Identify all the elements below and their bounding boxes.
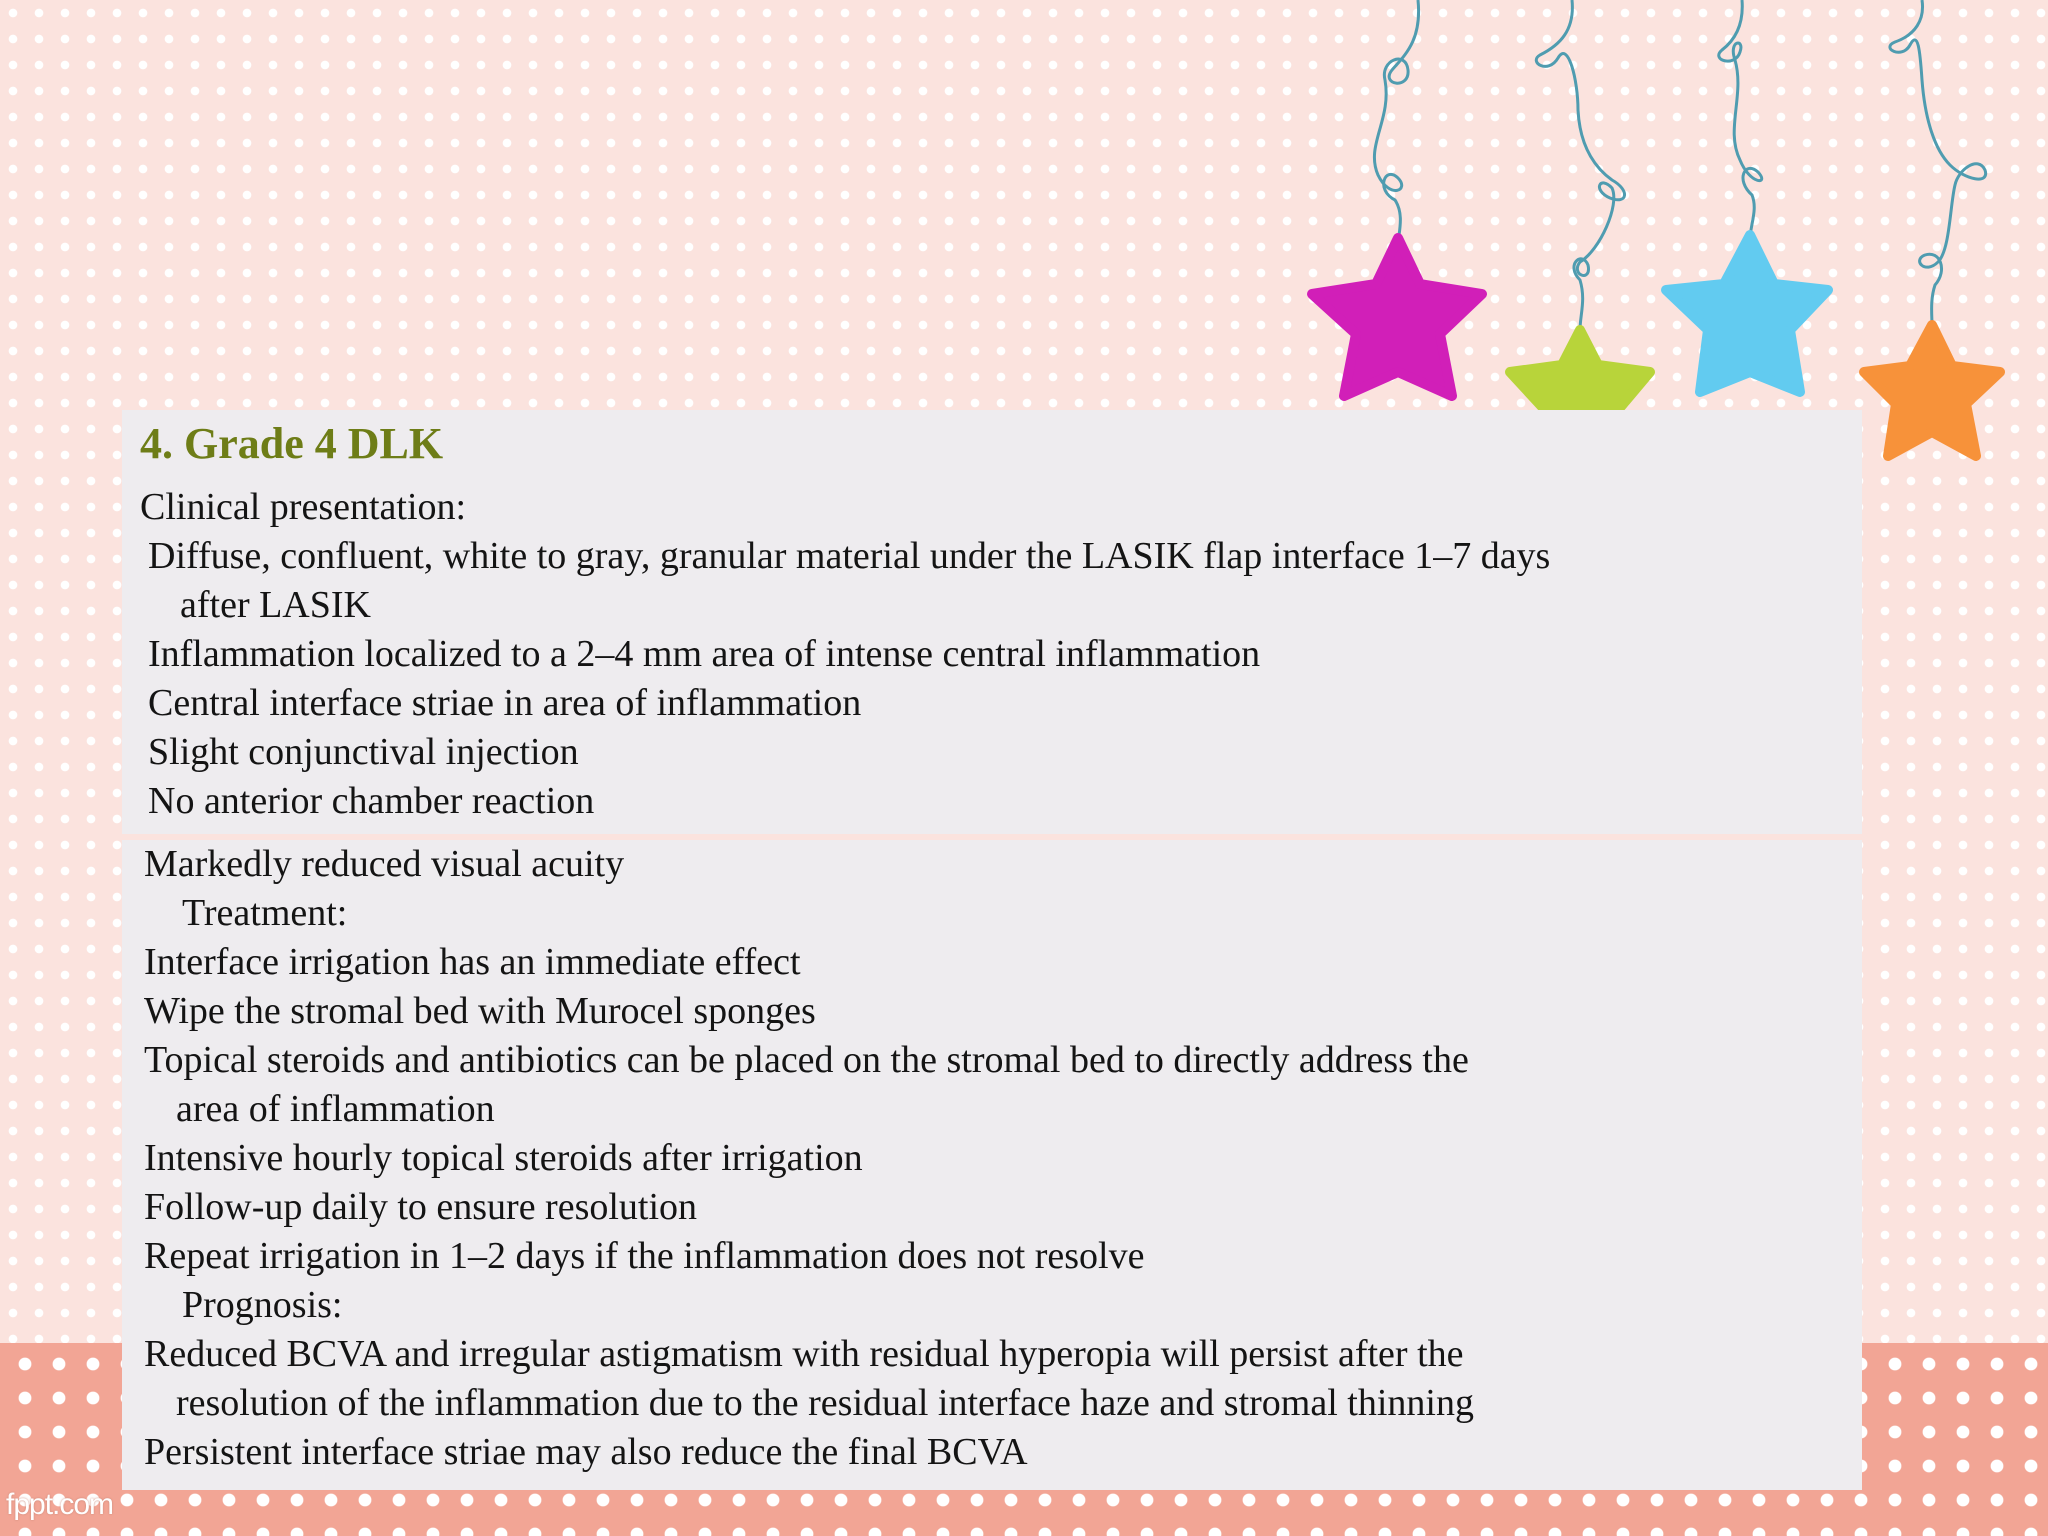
text-line: Inflammation localized to a 2–4 mm area of intense central inflammation bbox=[148, 633, 1261, 675]
star-strings bbox=[1374, 0, 1985, 330]
text-line: resolution of the inflammation due to the residual interface haze and stromal thinning bbox=[176, 1382, 1474, 1424]
text-line: Reduced BCVA and irregular astigmatism with residual hyperopia will persist after the bbox=[144, 1333, 1464, 1375]
section-heading: Treatment: bbox=[182, 892, 348, 934]
text-line: Markedly reduced visual acuity bbox=[144, 843, 625, 885]
green-star-icon bbox=[1510, 330, 1650, 410]
section-heading: Prognosis: bbox=[182, 1284, 343, 1326]
slide-title: 4. Grade 4 DLK bbox=[140, 419, 444, 468]
text-line: Wipe the stromal bed with Murocel sponges bbox=[144, 990, 816, 1032]
watermark-logo: fppt.com bbox=[6, 1488, 114, 1521]
text-line: Topical steroids and antibiotics can be placed on the stromal bed to directly address the bbox=[144, 1039, 1469, 1081]
text-line: Diffuse, confluent, white to gray, granular material under the LASIK flap interface 1–7 days bbox=[148, 535, 1551, 577]
orange-star-icon bbox=[1864, 325, 2000, 456]
blue-star-icon bbox=[1666, 235, 1828, 392]
text-line: Clinical presentation: bbox=[140, 486, 467, 528]
text-line: area of inflammation bbox=[176, 1088, 495, 1130]
text-line: Intensive hourly topical steroids after irrigation bbox=[144, 1137, 863, 1179]
text-line: Central interface striae in area of inflammation bbox=[148, 682, 862, 724]
text-line: Persistent interface striae may also reduce the final BCVA bbox=[144, 1431, 1028, 1473]
text-line: Interface irrigation has an immediate effect bbox=[144, 941, 801, 983]
hanging-stars-decoration bbox=[0, 0, 2048, 480]
text-line: after LASIK bbox=[180, 584, 371, 626]
text-line: Repeat irrigation in 1–2 days if the inflammation does not resolve bbox=[144, 1235, 1145, 1277]
text-line: No anterior chamber reaction bbox=[148, 780, 595, 822]
magenta-star-icon bbox=[1312, 238, 1482, 396]
text-line: Slight conjunctival injection bbox=[148, 731, 579, 773]
text-line: Follow-up daily to ensure resolution bbox=[144, 1186, 698, 1228]
